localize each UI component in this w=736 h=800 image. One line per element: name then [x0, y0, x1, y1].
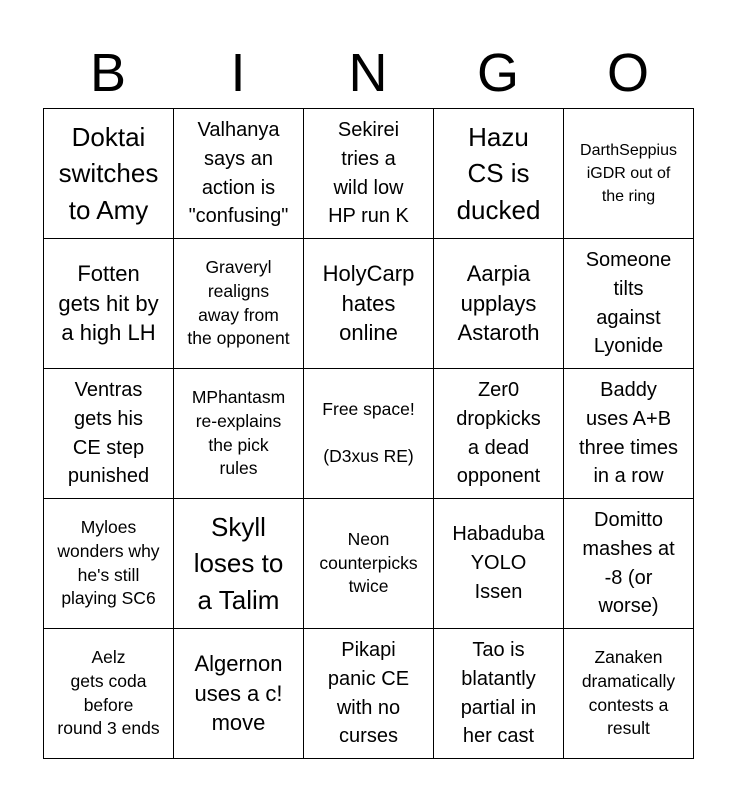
bingo-cell[interactable]: Aarpia upplays Astaroth [434, 239, 564, 369]
bingo-cell[interactable]: Skyll loses to a Talim [174, 499, 304, 629]
bingo-cell[interactable]: MPhantasm re-explains the pick rules [174, 369, 304, 499]
header-letter-i: I [230, 43, 246, 103]
bingo-row [44, 239, 694, 369]
bingo-cell[interactable]: DarthSeppius iGDR out of the ring [564, 109, 694, 239]
bingo-cell[interactable]: Myloes wonders why he's still playing SC6 [44, 499, 174, 629]
header-letter-n: N [348, 43, 388, 103]
bingo-cell[interactable]: Zer0 dropkicks a dead opponent [434, 369, 564, 499]
bingo-cell-free-space[interactable]: Free space! (D3xus RE) [304, 369, 434, 499]
bingo-cell[interactable]: Domitto mashes at -8 (or worse) [564, 499, 694, 629]
bingo-cell[interactable]: Valhanya says an action is "confusing" [174, 109, 304, 239]
header-letter-g: G [476, 43, 519, 103]
bingo-row [44, 109, 694, 239]
bingo-cell[interactable]: Neon counterpicks twice [304, 499, 434, 629]
bingo-row [44, 369, 694, 499]
bingo-cell[interactable]: Fotten gets hit by a high LH [44, 239, 174, 369]
bingo-cell[interactable]: Zanaken dramatically contests a result [564, 629, 694, 759]
bingo-cell[interactable]: Ventras gets his CE step punished [44, 369, 174, 499]
bingo-cell[interactable]: Algernon uses a c! move [174, 629, 304, 759]
bingo-cell[interactable]: Graveryl realigns away from the opponent [174, 239, 304, 369]
header-letter-b: B [89, 43, 127, 103]
bingo-row [44, 499, 694, 629]
bingo-cell[interactable]: Habaduba YOLO Issen [434, 499, 564, 629]
bingo-card [43, 108, 694, 759]
bingo-row [44, 629, 694, 759]
bingo-cell[interactable]: Hazu CS is ducked [434, 109, 564, 239]
bingo-cell[interactable]: Doktai switches to Amy [44, 109, 174, 239]
bingo-cell[interactable]: HolyCarp hates online [304, 239, 434, 369]
bingo-cell[interactable]: Pikapi panic CE with no curses [304, 629, 434, 759]
header-letter-o: O [606, 43, 649, 103]
bingo-cell[interactable]: Sekirei tries a wild low HP run K [304, 109, 434, 239]
bingo-cell[interactable]: Someone tilts against Lyonide [564, 239, 694, 369]
bingo-cell[interactable]: Tao is blatantly partial in her cast [434, 629, 564, 759]
bingo-cell[interactable]: Aelz gets coda before round 3 ends [44, 629, 174, 759]
bingo-header [43, 38, 693, 108]
bingo-cell[interactable]: Baddy uses A+B three times in a row [564, 369, 694, 499]
